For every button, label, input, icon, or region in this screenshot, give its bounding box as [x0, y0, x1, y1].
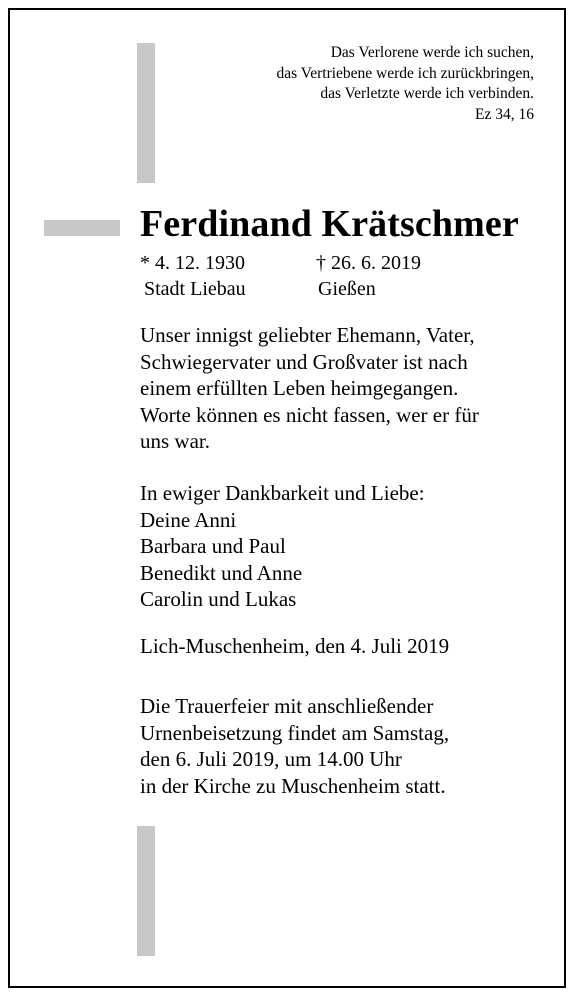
- place-and-date: [140, 633, 449, 660]
- verse-line: das Vertriebene werde ich zurückbringen,: [276, 64, 534, 82]
- message-line: Schwiegervater und Großvater ist nach: [140, 349, 468, 374]
- message-line: uns war.: [140, 429, 210, 454]
- birth-date: * 4. 12. 1930: [140, 252, 245, 274]
- obituary-message: [140, 322, 479, 455]
- funeral-service-info: [140, 693, 449, 799]
- cross-upper-beam: [137, 43, 155, 183]
- place-date-line: Lich-Muschenheim, den 4. Juli 2019: [140, 634, 450, 658]
- bible-verse: [204, 43, 534, 125]
- mourners-intro: In ewiger Dankbarkeit und Liebe:: [140, 481, 425, 505]
- cross-lower-beam: [137, 826, 155, 956]
- service-line: Urnenbeisetzung findet am Samstag,: [140, 720, 450, 745]
- death-date: † 26. 6. 2019: [316, 252, 421, 274]
- service-line: Die Trauerfeier mit anschließender: [140, 694, 434, 718]
- message-line: einem erfüllten Leben heimgegangen.: [140, 376, 459, 401]
- cross-arm: [44, 220, 120, 236]
- verse-line: das Verletzte werde ich verbinden.: [320, 85, 534, 102]
- message-line: Unser innigst geliebter Ehemann, Vater,: [140, 323, 475, 347]
- death-place: Gießen: [318, 278, 376, 300]
- service-line: in der Kirche zu Muschenheim statt.: [140, 773, 446, 798]
- verse-reference: Ez 34, 16: [475, 105, 534, 123]
- message-line: Worte können es nicht fassen, wer er für: [140, 402, 479, 427]
- mourner-name: Barbara und Paul: [140, 534, 286, 559]
- verse-line: Das Verlorene werde ich suchen,: [330, 44, 534, 61]
- service-line: den 6. Juli 2019, um 14.00 Uhr: [140, 747, 402, 772]
- deceased-name: Ferdinand Krätschmer: [140, 203, 519, 245]
- birth-place: Stadt Liebau: [144, 278, 246, 300]
- mourner-name: Benedikt und Anne: [140, 560, 303, 585]
- mourner-name: Deine Anni: [140, 507, 237, 532]
- mourners-list: [140, 480, 425, 613]
- mourner-name: Carolin und Lukas: [140, 587, 297, 612]
